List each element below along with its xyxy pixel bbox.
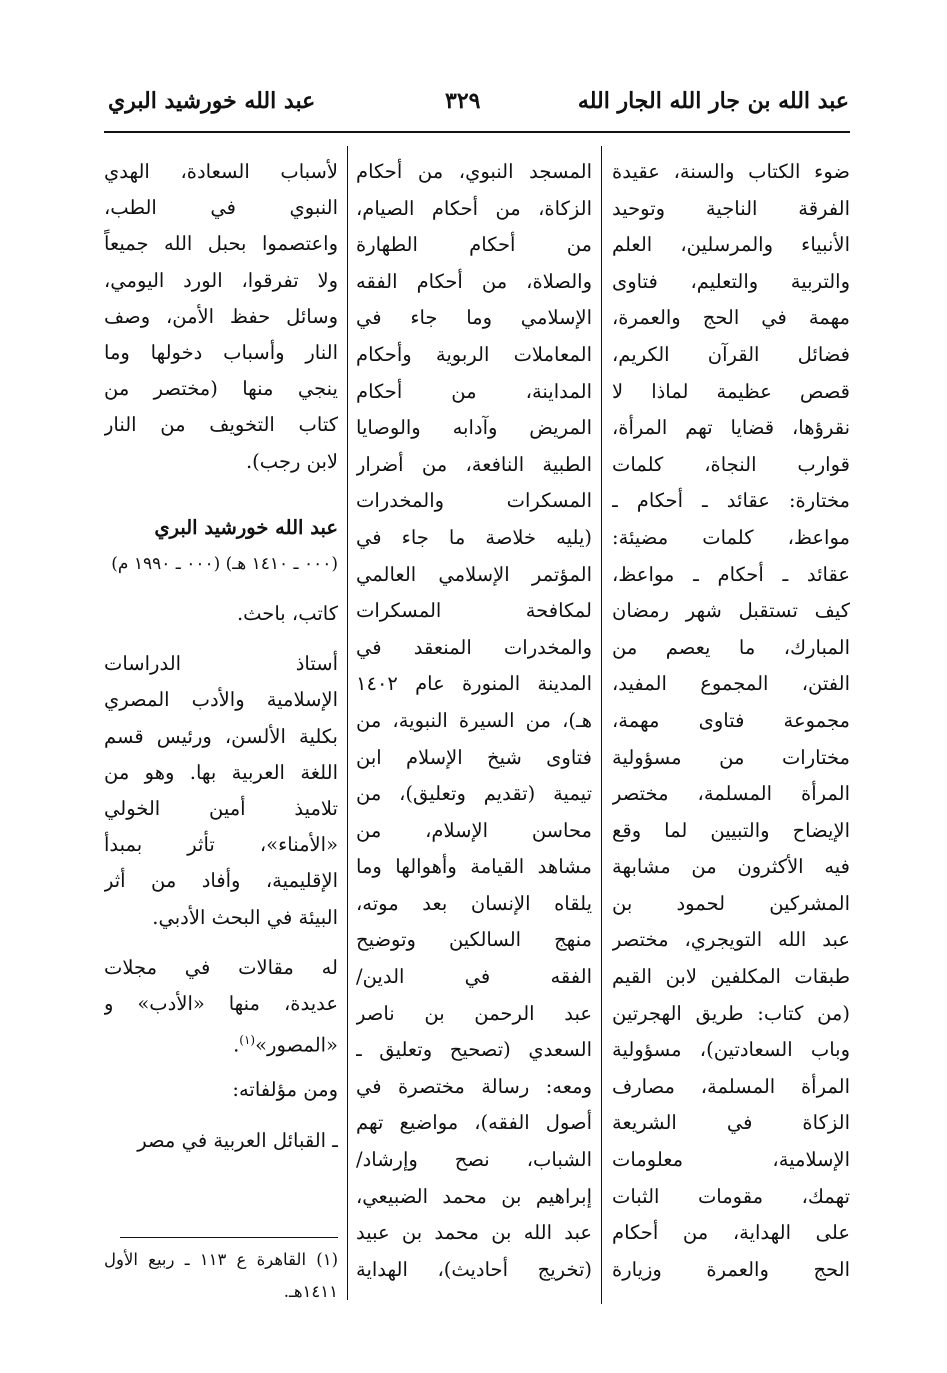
entry-name-heading: عبد الله خورشيد البري [154, 515, 338, 539]
text-line: عبد الله التويجري، مختصر [612, 928, 850, 952]
text-line: بكلية الألسن، ورئيس قسم [104, 724, 338, 748]
text-line: فضائل القرآن الكريم، [612, 342, 850, 366]
articles-last-line: «المصور»$^{(١)}$. [233, 1033, 338, 1057]
page-number: ٣٢٩ [445, 88, 481, 114]
text-line: المسجد النبوي، من أحكام [356, 160, 592, 183]
text-line: الحج والعمرة وزيارة [612, 1257, 850, 1281]
column-right [612, 154, 850, 1288]
text-line: المرأة المسلمة، مصارف [612, 1074, 850, 1098]
text-line: المعاملات الربوية وأحكام [356, 342, 592, 366]
text-line: الزكاة، من أحكام الصيام، [356, 196, 592, 220]
text-line: الإسلامية والأدب المصري [104, 688, 338, 712]
text-line: له مقالات في مجلات [104, 955, 338, 979]
text-line: الشباب، نصح وإرشاد/ [356, 1148, 592, 1172]
text-line: الطبية النافعة، من أضرار [356, 452, 592, 476]
text-line: اللغة العربية بها. وهو من [104, 760, 338, 784]
text-line: وسائل حفظ الأمن، وصف [104, 304, 338, 328]
works-first-item: ـ القبائل العربية في مصر [137, 1128, 338, 1152]
text-line: البيئة في البحث الأدبي. [152, 905, 338, 929]
text-line: لمكافحة المسكرات [356, 599, 592, 623]
text-line: واعتصموا بحبل الله جميعاً [104, 232, 338, 256]
entry-articles-paragraph [104, 950, 338, 1022]
text-line: ومعه: رسالة مختصرة في [356, 1074, 592, 1098]
text-line: مجموعة فتاوى مهمة، [612, 708, 850, 732]
text-line: هـ)، من السيرة النبوية، من [356, 708, 592, 732]
text-line: (من كتاب: طريق الهجرتين [612, 1001, 850, 1025]
text-line: من أحكام الطهارة [356, 233, 592, 257]
text-line: فيه الأكثرون من مشابهة [612, 855, 850, 879]
running-header-right: عبد الله بن جار الله الجار الله [577, 88, 849, 114]
text-line: تيمية (تقديم وتعليق)، من [356, 782, 592, 806]
text-line: ضوء الكتاب والسنة، عقيدة [612, 160, 850, 183]
text-line: ولا تفرقوا، الورد اليومي، [104, 268, 338, 292]
text-line: مشاهد القيامة وأهوالها وما [356, 855, 592, 879]
footnote-rule [120, 1237, 338, 1238]
text-line: فتاوى شيخ الإسلام ابن [356, 745, 592, 769]
text-line: المؤتمر الإسلامي العالمي [356, 562, 592, 586]
text-line: نقرؤها، قضايا تهم المرأة، [612, 416, 850, 440]
footnote [104, 1244, 338, 1308]
text-line: أصول الفقه)، مواضيع تهم [356, 1111, 592, 1135]
text-line: مهمة في الحج والعمرة، [612, 306, 850, 330]
text-line: والتربية والتعليم، فتاوى [612, 269, 850, 293]
footnote-line-1: (١) القاهرة ع ١١٣ ـ ربيع الأول [104, 1250, 338, 1269]
text-line: النار وأسباب دخولها وما [104, 340, 338, 364]
text-line: عبد الرحمن بن ناصر [356, 1001, 592, 1025]
text-line: قصص عظيمة لماذا لا [612, 379, 850, 403]
text-line: محاسن الإسلام، من [356, 818, 592, 842]
column-middle [356, 154, 592, 1288]
text-line: المداينة، من أحكام [356, 379, 592, 403]
text-line: «الأمناء»، تأثر بمبدأ [104, 833, 338, 857]
header-rule [104, 131, 850, 133]
text-line: عبد الله بن محمد بن عبيد [356, 1221, 592, 1245]
text-line: يلقاه الإنسان بعد موته، [356, 891, 592, 915]
text-line: الإقليمية، وأفاد من أثر [104, 869, 338, 893]
text-line: على الهداية، من أحكام [612, 1221, 850, 1245]
entry-occupation: كاتب، باحث. [236, 602, 338, 626]
text-line: الإيضاح والتبيين لما وقع [612, 818, 850, 842]
column-divider-right [601, 146, 602, 1304]
text-line: المبارك، ما يعصم من [612, 635, 850, 659]
text-line: المشركين لحمود بن [612, 891, 850, 915]
text-line: مواعظ، كلمات مضيئة: [612, 525, 850, 549]
text-line: أستاذ الدراسات [104, 652, 338, 676]
works-intro: ومن مؤلفاته: [232, 1078, 338, 1102]
footnote-line-2: ١٤١١هـ. [283, 1282, 338, 1301]
text-line: الفتن، المجموع المفيد، [612, 672, 850, 696]
text-line: والمخدرات المنعقد في [356, 635, 592, 659]
text-line: النبوي في الطب، [104, 196, 338, 220]
column-divider-left [347, 146, 348, 1300]
entry-dates: (٠٠٠ ـ ١٤١٠ هـ) (٠٠٠ ـ ١٩٩٠ م) [111, 553, 338, 574]
text-line: لابن رجب). [245, 449, 338, 473]
text-line: الأنبياء والمرسلين، العلم [612, 233, 850, 257]
text-line: المدينة المنورة عام ١٤٠٢ [356, 672, 592, 696]
text-line: (تخريج أحاديث)، الهداية [356, 1257, 592, 1281]
text-line: تلاميذ أمين الخولي [104, 797, 338, 820]
text-line: مختارة: عقائد ـ أحكام ـ [612, 489, 850, 513]
column-left [104, 154, 338, 1159]
text-line: إبراهيم بن محمد الضبيعي، [356, 1184, 592, 1208]
text-line: وباب السعادتين)، مسؤولية [612, 1038, 850, 1062]
running-header-left: عبد الله خورشيد البري [108, 88, 316, 114]
entry-bio-paragraph [104, 646, 338, 936]
text-line: الفرقة الناجية وتوحيد [612, 196, 850, 220]
text-line: الفقه في الدين/ [356, 965, 592, 989]
text-line: الزكاة في الشريعة [612, 1111, 850, 1135]
text-line: السعدي (تصحيح وتعليق ـ [356, 1038, 592, 1062]
text-line: كتاب التخويف من النار [104, 413, 338, 437]
text-line: (يليه خلاصة ما جاء في [356, 525, 592, 549]
text-line: عقائد ـ أحكام ـ مواعظ، [612, 562, 850, 586]
text-line: عديدة، منها «الأدب» و [104, 991, 338, 1015]
text-line: ينجي منها (مختصر من [104, 377, 338, 401]
text-line: كيف تستقبل شهر رمضان [612, 599, 850, 623]
text-line: منهج السالكين وتوضيح [356, 928, 592, 952]
text-line: مختارات من مسؤولية [612, 745, 850, 769]
left-intro-paragraph [104, 154, 338, 480]
articles-last-text: «المصور» [255, 1033, 338, 1057]
text-line: المسكرات والمخدرات [356, 489, 592, 513]
text-line: قوارب النجاة، كلمات [612, 452, 850, 476]
text-line: المرأة المسلمة، مختصر [612, 782, 850, 806]
text-line: الإسلامية، معلومات [612, 1148, 850, 1172]
text-line: طبقات المكلفين لابن القيم [612, 965, 850, 989]
text-line: لأسباب السعادة، الهدي [104, 160, 338, 183]
text-line: المريض وآدابه والوصايا [356, 416, 592, 440]
text-line: والصلاة، من أحكام الفقه [356, 269, 592, 293]
text-line: تهمك، مقومات الثبات [612, 1184, 850, 1208]
text-line: الإسلامي وما جاء في [356, 306, 592, 330]
footnote-marker: (١) [239, 1033, 256, 1048]
